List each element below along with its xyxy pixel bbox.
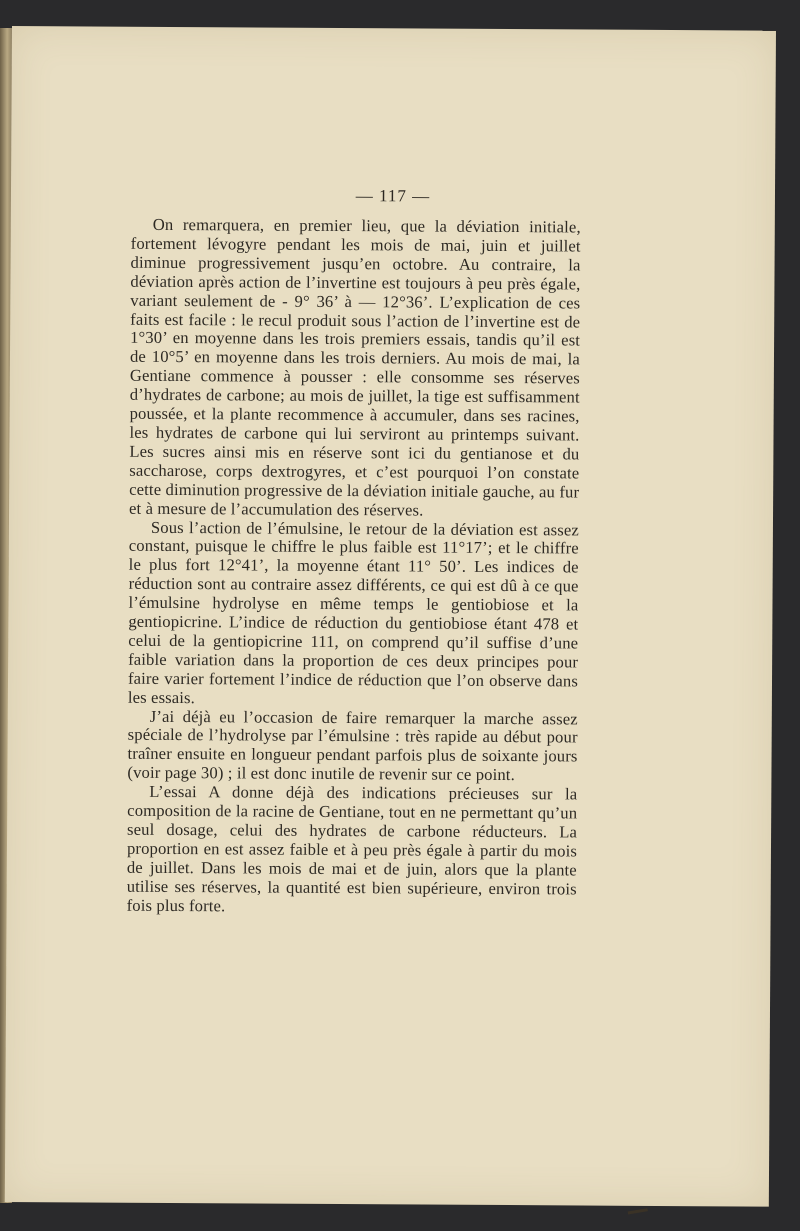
page-number: — 117 — bbox=[355, 186, 431, 206]
book-page bbox=[5, 26, 776, 1207]
body-text bbox=[127, 216, 581, 918]
paragraph-3: J’ai déjà eu l’occasion de faire remarquer la marche assez spéciale de l’hydrolyse par l’émulsine : très rapide au début pour traîner ensuite en longueur pendant parfois plus de soixante jours (voir page 30) ; il est donc inutile de revenir sur ce point. bbox=[127, 706, 578, 785]
paragraph-2: Sous l’action de l’émulsine, le retour de la déviation est assez constant, puisque le chiffre le plus faible est 11°17’; et le chiffre le plus fort 12°41’, la moyenne étant 11° 50’. Les indices de réduction sont au contraire assez différents, ce qui est dû à ce que l’émulsine hydrolyse en même temps le gentiobiose et la gentiopicrine. L’indice de réduction du gentiobiose étant 478 et celui de la gentiopicrine 111, on comprend qu’il suffise d’une faible variation dans la proportion de ces deux principes pour faire varier fortement l’indice de réduction que l’on observe dans les essais. bbox=[127, 517, 579, 707]
ink-speck bbox=[628, 1208, 648, 1214]
paragraph-1: On remarquera, en premier lieu, que la déviation initiale, fortement lévogyre pendant les mois de mai, juin et juillet diminue progressivement jusqu’en octobre. Au contraire, la déviation après action de l’invertine est toujours à peu près égale, variant seulement de - 9° 36’ à — 12°36’. L’explication de ces faits est facile : le recul produit sous l’action de l’invertine est de 1°30’ en moyenne dans les trois premiers essais, tandis qu’il est de 10°5’ en moyenne dans les trois derniers. Au mois de mai, la Gentiane commence à pousser : elle consomme ses réserves d’hydrates de carbone; au mois de juillet, la tige est suffisamment poussée, et la plante recommence à accumuler, dans ses racines, les hydrates de carbone qui lui serviront au printemps suivant. Les sucres ainsi mis en réserve sont ici du gentianose et du saccharose, corps dextrogyres, et c’est pourquoi l’on constate cette diminution progressive de la déviation initiale gauche, au fur et à mesure de l’accumulation des réserves. bbox=[129, 214, 581, 520]
paragraph-4: L’essai A donne déjà des indications précieuses sur la composition de la racine de Gentiane, tout en ne permettant qu’un seul dosage, celui des hydrates de carbone réducteurs. La proportion en est assez faible et à peu près égale à partir du mois de juillet. Dans les mois de mai et de juin, alors que la plante utilise ses réserves, la quantité est bien supérieure, environ trois fois plus forte. bbox=[126, 782, 578, 915]
